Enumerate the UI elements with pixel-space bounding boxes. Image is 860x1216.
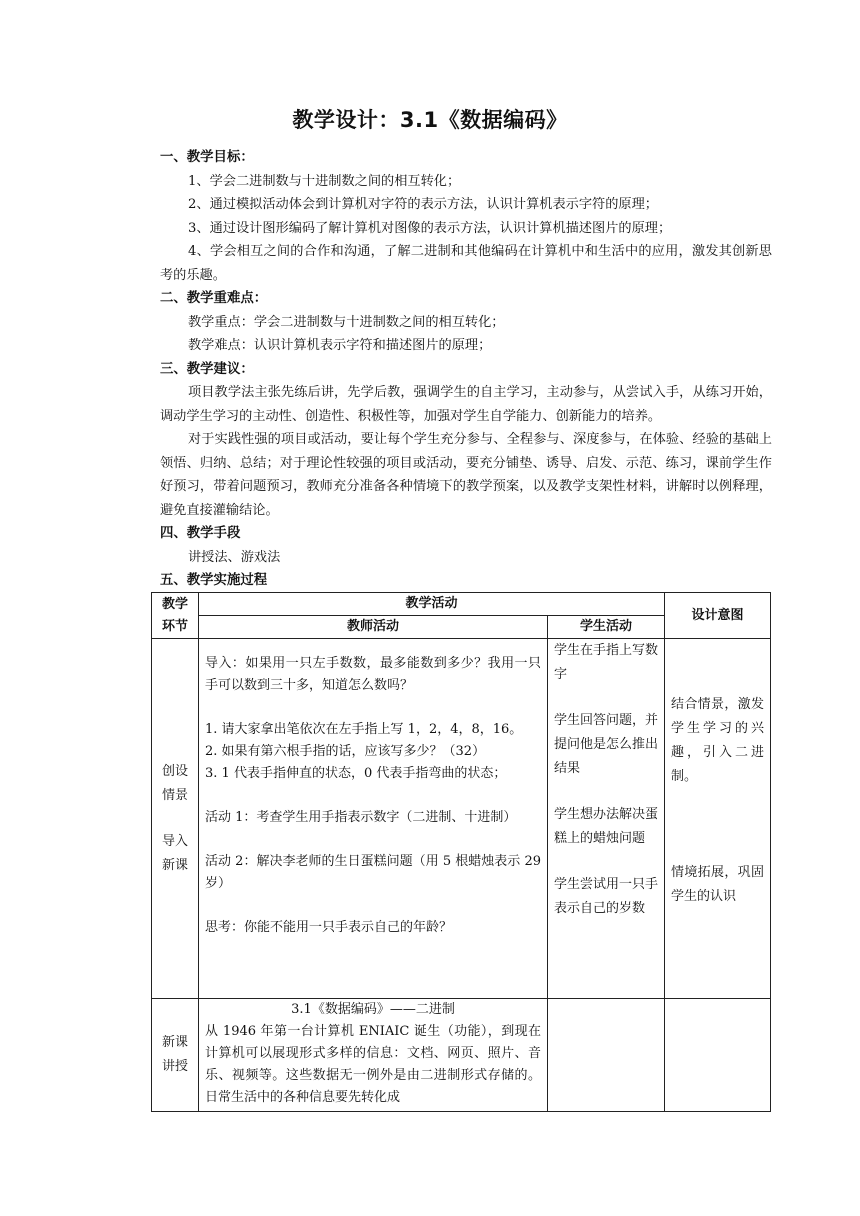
intent-cell (665, 639, 771, 999)
section-heading-means: 四、教学手段 (160, 526, 241, 541)
section-heading-keypoints: 二、教学重难点： (160, 291, 268, 306)
stage-label: 导入新课 (161, 833, 188, 873)
header-teacher: 教师活动 (199, 616, 548, 639)
student-activity: 学生回答问题，并提问他是怎么推出结果 (554, 713, 659, 776)
student-activity-cell (548, 639, 665, 999)
teaching-focus: 教学重点：学会二进制数与十进制数之间的相互转化； (188, 314, 505, 330)
student-activity: 学生尝试用一只手表示自己的岁数 (554, 877, 659, 916)
teacher-step: 3. 1 代表手指伸直的状态，0 代表手指弯曲的状态； (205, 766, 507, 781)
stage-label: 新课讲授 (161, 1035, 188, 1074)
student-activity: 学生想办法解决蛋糕上的蜡烛问题 (554, 807, 659, 846)
goal-item: 1、学会二进制数与十进制数之间的相互转化； (188, 173, 461, 189)
lesson-subtitle: 3.1《数据编码》——二进制 (291, 1002, 455, 1017)
teacher-activity-cell (199, 999, 548, 1112)
teaching-means: 讲授法、游戏法 (188, 549, 281, 565)
document-body (160, 146, 772, 593)
stage-cell (152, 639, 199, 999)
stage-cell (152, 999, 199, 1112)
lesson-text: 从 1946 年第一台计算机 ENIAIC 诞生（功能），到现在计算机可以展现形式多样的信息：文档、网页、照片、音乐、视频等。这些数据无一例外是由二进制形式存储的。日常生活中的各种信息要先转化成 (205, 1024, 541, 1105)
student-activity: 学生在手指上写数字 (554, 643, 659, 682)
goal-item: 3、通过设计图形编码了解计算机对图像的表示方法，认识计算机描述图片的原理； (188, 220, 672, 236)
advice-paragraph: 对于实践性强的项目或活动，要让每个学生充分参与、全程参与、深度参与，在体验、经验的基础上领悟、归纳、总结；对于理论性较强的项目或活动，要充分铺垫、诱导、启发、示范、练习，课前学生作好预习，带着问题预习，教师充分准备各种情境下的教学预案，以及教学支架性材料，讲解时以例释理，避免直接灌输结论。 (160, 432, 772, 518)
teacher-think: 思考：你能不能用一只手表示自己的年龄？ (205, 920, 453, 935)
teacher-activity-1: 活动 1：考查学生用手指表示数字（二进制、十进制） (205, 810, 517, 825)
section-heading-goals: 一、教学目标： (160, 150, 254, 165)
section-heading-process: 五、教学实施过程 (160, 573, 268, 588)
teacher-activity-cell (199, 639, 548, 999)
lesson-process-table (151, 592, 771, 1112)
teacher-step: 1. 请大家拿出笔依次在左手指上写 1，2，4，8，16。 (205, 722, 523, 737)
advice-paragraph: 项目教学法主张先练后讲，先学后教，强调学生的自主学习，主动参与，从尝试入手，从练习开始，调动学生学习的主动性、创造性、积极性等，加强对学生自学能力、创新能力的培养。 (160, 385, 772, 424)
teacher-step: 2. 如果有第六根手指的话，应该写多少？（32） (205, 744, 486, 759)
goal-item: 2、通过模拟活动体会到计算机对字符的表示方法，认识计算机表示字符的原理； (188, 197, 658, 212)
intent-cell (665, 999, 771, 1112)
section-heading-advice: 三、教学建议： (160, 361, 254, 377)
header-intent: 设计意图 (665, 593, 771, 639)
document-title: 教学设计：3.1《数据编码》 (292, 108, 568, 132)
teacher-activity-2: 活动 2：解决李老师的生日蛋糕问题（用 5 根蜡烛表示 29 岁） (205, 854, 541, 891)
stage-label: 创设情景 (161, 763, 188, 803)
design-intent: 情境拓展，巩固学生的认识 (671, 865, 765, 904)
goal-item: 4、学会相互之间的合作和沟通，了解二进制和其他编码在计算机中和生活中的应用，激发其创新思考的乐趣。 (160, 244, 772, 283)
header-student: 学生活动 (548, 616, 665, 639)
teaching-difficulty: 教学难点：认识计算机表示字符和描述图片的原理； (188, 338, 492, 353)
student-activity-cell (548, 999, 665, 1112)
header-stage: 教学环节 (152, 593, 199, 639)
teacher-intro: 导入：如果用一只左手数数，最多能数到多少？我用一只手可以数到三十多，知道怎么数吗？ (205, 656, 541, 693)
design-intent: 结合情景，激发学生学习的兴趣，引入二进制。 (671, 697, 765, 784)
header-activity: 教学活动 (199, 593, 665, 616)
